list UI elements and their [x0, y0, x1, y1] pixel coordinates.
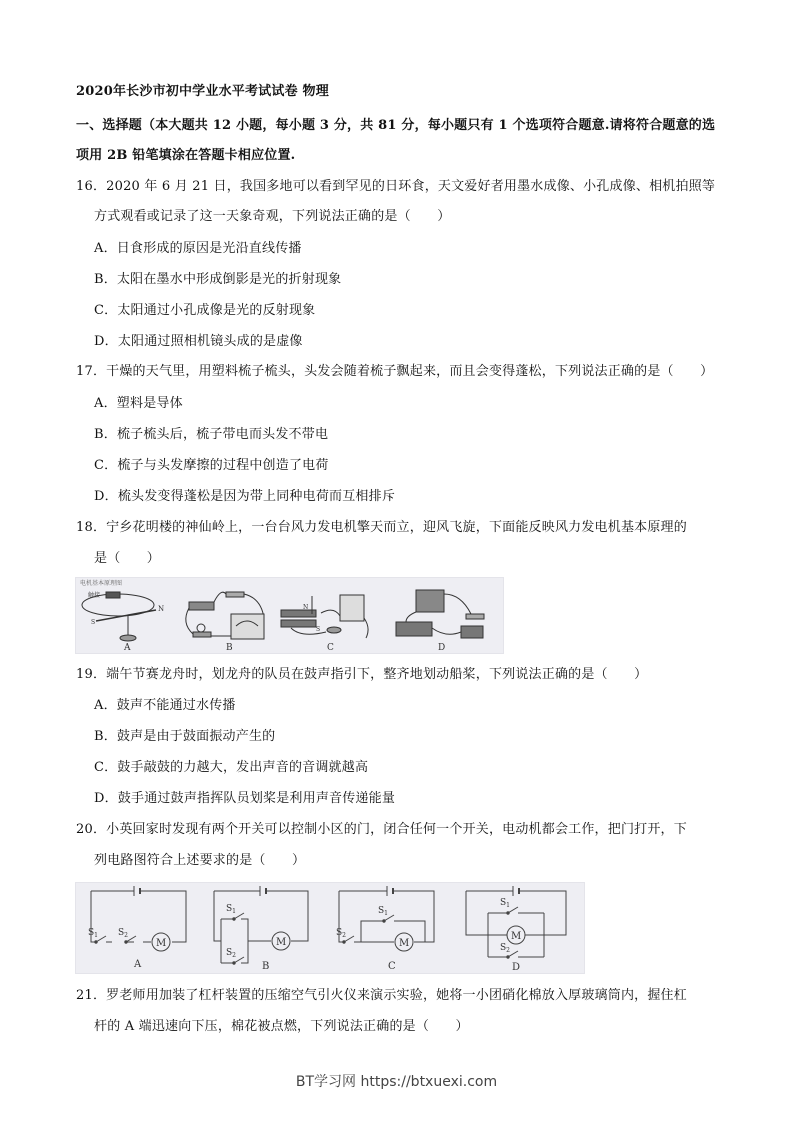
svg-text:S2: $S_2$	[336, 928, 346, 939]
exam-title: 2020年长沙市初中学业水平考试试卷 物理	[76, 84, 329, 99]
question-stem: 杆的 A 端迅速向下压，棉花被点燃，下列说法正确的是（ ）	[94, 1019, 469, 1034]
footer-watermark: BT学习网 https://btxuexi.com	[295, 1074, 498, 1090]
section-instruction-line2: 项用 2B 铅笔填涂在答题卡相应位置.	[76, 148, 296, 163]
figure-b-circuit-meter	[186, 592, 264, 639]
svg-text:S2: $S_2$	[226, 948, 236, 959]
svg-text:S1: $S_1$	[378, 906, 388, 917]
figure-label-d: D	[438, 643, 446, 653]
question-stem: 列电路图符合上述要求的是（ ）	[94, 853, 306, 868]
question-stem: 18．宁乡花明楼的神仙岭上，一台台风力发电机擎天而立，迎风飞旋，下面能反映风力发电机基本原理的	[76, 520, 687, 535]
question-stem: 16．2020 年 6 月 21 日，我国多地可以看到罕见的日环食，天文爱好者用墨水成像、小孔成像、相机拍照等	[76, 179, 716, 194]
svg-text:M: M	[276, 937, 287, 948]
svg-text:S: S	[316, 626, 321, 633]
svg-text:S1: $S_1$	[88, 928, 98, 939]
option-c: C．鼓手敲鼓的力越大，发出声音的音调就越高	[94, 760, 369, 775]
svg-text:S: S	[91, 619, 96, 626]
option-b: B．鼓声是由于鼓面振动产生的	[94, 729, 276, 744]
figure-label-a: A	[124, 643, 131, 653]
svg-text:触接: 触接	[88, 592, 101, 599]
figure-label-c: C	[327, 643, 334, 653]
circuit-a	[88, 886, 186, 970]
question-stem: 19．端午节赛龙舟时，划龙舟的队员在鼓声指引下，整齐地划动船桨，下列说法正确的是（ ）	[76, 667, 648, 682]
svg-text:N: N	[158, 605, 165, 613]
svg-text:M: M	[156, 938, 167, 949]
svg-text:M: M	[399, 938, 410, 949]
svg-text:S2: $S_2$	[118, 928, 128, 939]
circuit-label-c: C	[388, 961, 396, 972]
option-c: C．梳子与头发摩擦的过程中创造了电荷	[94, 458, 329, 473]
question-stem: 17．干燥的天气里，用塑料梳子梳头，头发会随着梳子飘起来，而且会变得蓬松，下列说法正确的是（ ）	[76, 364, 714, 379]
circuit-b	[214, 886, 308, 972]
question-stem: 20．小英回家时发现有两个开关可以控制小区的门，闭合任何一个开关，电动机都会工作，把门打开，下	[76, 822, 687, 837]
option-d: D．太阳通过照相机镜头成的是虚像	[94, 334, 303, 349]
svg-text:S1: $S_1$	[500, 898, 510, 909]
generator-principle-figure	[75, 577, 504, 654]
svg-text:N: N	[303, 604, 309, 611]
svg-text:S2: $S_2$	[500, 943, 510, 954]
circuit-label-b: B	[262, 961, 270, 972]
option-c: C．太阳通过小孔成像是光的反射现象	[94, 303, 316, 318]
figure-d-battery-motor	[396, 590, 484, 638]
option-b: B．梳子梳头后，梳子带电而头发不带电	[94, 427, 329, 442]
figure-a-compass-wire	[82, 591, 164, 641]
option-a: A．塑料是导体	[94, 396, 183, 411]
option-d: D．梳头发变得蓬松是因为带上同种电荷而互相排斥	[94, 489, 396, 504]
circuit-label-d: D	[512, 962, 521, 973]
option-a: A．鼓声不能通过水传播	[94, 698, 236, 713]
question-stem: 方式观看或记录了这一天象奇观，下列说法正确的是（ ）	[94, 209, 451, 224]
figure-c-magnet-rod	[281, 595, 368, 638]
section-instruction-line1: 一、选择题（本大题共 12 小题，每小题 3 分，共 81 分，每小题只有 1 个选项符合题意.请将符合题意的选	[76, 118, 716, 133]
figure-caption: 电机基本原理图	[80, 580, 123, 587]
circuit-diagrams-figure	[75, 882, 585, 974]
svg-text:M: M	[511, 931, 522, 942]
circuit-d	[466, 886, 566, 973]
question-stem: 是（ ）	[94, 551, 161, 566]
circuit-label-a: A	[134, 959, 142, 970]
option-a: A．日食形成的原因是光沿直线传播	[94, 241, 302, 256]
option-b: B．太阳在墨水中形成倒影是光的折射现象	[94, 272, 342, 287]
question-stem: 21．罗老师用加装了杠杆装置的压缩空气引火仪来演示实验，她将一小团硝化棉放入厚玻璃筒内，握住杠	[76, 988, 687, 1003]
option-d: D．鼓手通过鼓声指挥队员划桨是利用声音传递能量	[94, 791, 396, 806]
circuit-c	[336, 886, 434, 972]
figure-label-b: B	[226, 643, 233, 653]
svg-text:S1: $S_1$	[226, 904, 236, 915]
